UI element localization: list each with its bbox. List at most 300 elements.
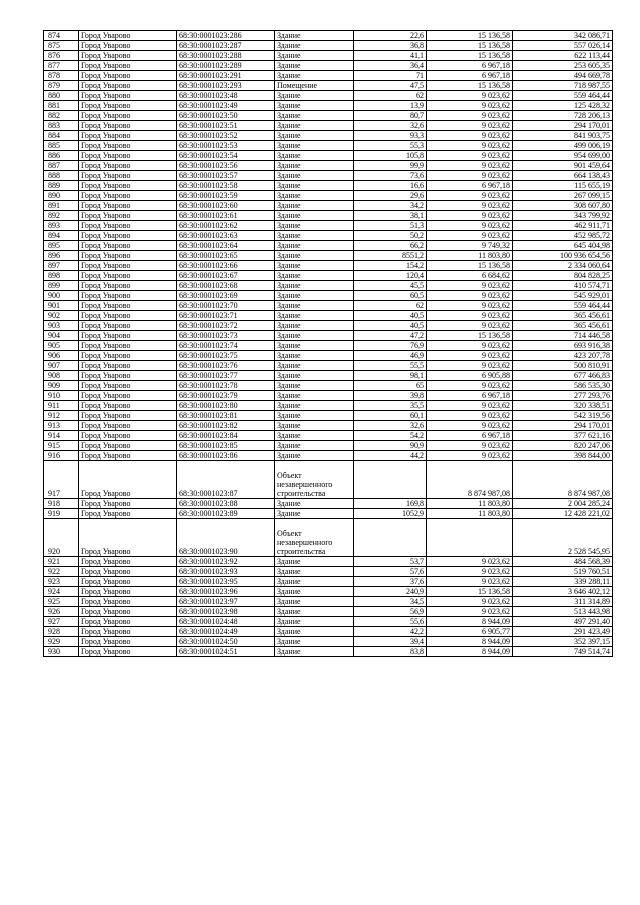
cadastral-number-cell: 68:30:0001024:48 xyxy=(177,617,275,627)
cadastral-number-cell: 68:30:0001023:95 xyxy=(177,577,275,587)
area-cell xyxy=(354,519,427,557)
row-number: 888 xyxy=(44,171,79,181)
city-cell: Город Уварово xyxy=(79,341,177,351)
area-cell: 41,1 xyxy=(354,51,427,61)
object-type-cell: Здание xyxy=(275,637,354,647)
cadastral-value-cell: 115 655,19 xyxy=(513,181,613,191)
city-cell: Город Уварово xyxy=(79,431,177,441)
area-cell: 55,6 xyxy=(354,617,427,627)
city-cell: Город Уварово xyxy=(79,31,177,41)
table-row xyxy=(44,141,613,151)
city-cell: Город Уварово xyxy=(79,121,177,131)
area-cell: 32,6 xyxy=(354,121,427,131)
city-cell: Город Уварово xyxy=(79,391,177,401)
cadastral-number-cell: 68:30:0001023:79 xyxy=(177,391,275,401)
cadastral-value-cell: 311 314,89 xyxy=(513,597,613,607)
cadastral-value-cell: 2 004 285,24 xyxy=(513,499,613,509)
area-cell: 34,2 xyxy=(354,201,427,211)
table-row xyxy=(44,71,613,81)
object-type-cell: Здание xyxy=(275,577,354,587)
row-number: 911 xyxy=(44,401,79,411)
table-row xyxy=(44,567,613,577)
row-number: 919 xyxy=(44,509,79,519)
unit-value-cell: 9 023,62 xyxy=(427,191,513,201)
unit-value-cell: 11 803,80 xyxy=(427,251,513,261)
cadastral-number-cell: 68:30:0001023:96 xyxy=(177,587,275,597)
area-cell: 22,6 xyxy=(354,31,427,41)
object-type-cell: Здание xyxy=(275,181,354,191)
city-cell: Город Уварово xyxy=(79,577,177,587)
unit-value-cell: 9 023,62 xyxy=(427,111,513,121)
table-row xyxy=(44,441,613,451)
row-number: 922 xyxy=(44,567,79,577)
table-row xyxy=(44,41,613,51)
cadastral-number-cell: 68:30:0001023:51 xyxy=(177,121,275,131)
table-row xyxy=(44,331,613,341)
cadastral-value-cell: 542 319,56 xyxy=(513,411,613,421)
cadastral-value-cell: 513 443,98 xyxy=(513,607,613,617)
area-cell xyxy=(354,461,427,499)
row-number: 923 xyxy=(44,577,79,587)
table-row xyxy=(44,171,613,181)
table-row xyxy=(44,31,613,41)
cadastral-value-cell: 841 903,75 xyxy=(513,131,613,141)
area-cell: 37,6 xyxy=(354,577,427,587)
city-cell: Город Уварово xyxy=(79,181,177,191)
unit-value-cell: 9 023,62 xyxy=(427,121,513,131)
city-cell: Город Уварово xyxy=(79,81,177,91)
cadastral-number-cell: 68:30:0001023:69 xyxy=(177,291,275,301)
city-cell: Город Уварово xyxy=(79,281,177,291)
cadastral-value-cell: 294 170,01 xyxy=(513,421,613,431)
table-row xyxy=(44,151,613,161)
cadastral-number-cell: 68:30:0001023:82 xyxy=(177,421,275,431)
object-type-cell: Здание xyxy=(275,171,354,181)
table-row xyxy=(44,91,613,101)
row-number: 909 xyxy=(44,381,79,391)
area-cell: 29,6 xyxy=(354,191,427,201)
area-cell: 56,9 xyxy=(354,607,427,617)
cadastral-number-cell: 68:30:0001023:65 xyxy=(177,251,275,261)
object-type-cell: Здание xyxy=(275,71,354,81)
city-cell: Город Уварово xyxy=(79,151,177,161)
row-number: 877 xyxy=(44,61,79,71)
object-type-cell: Здание xyxy=(275,607,354,617)
unit-value-cell: 9 023,62 xyxy=(427,161,513,171)
area-cell: 50,2 xyxy=(354,231,427,241)
cadastral-number-cell: 68:30:0001023:54 xyxy=(177,151,275,161)
table-row xyxy=(44,131,613,141)
row-number: 917 xyxy=(44,461,79,499)
cadastral-number-cell: 68:30:0001023:53 xyxy=(177,141,275,151)
unit-value-cell: 9 023,62 xyxy=(427,231,513,241)
row-number: 897 xyxy=(44,261,79,271)
table-row xyxy=(44,499,613,509)
unit-value-cell: 9 023,62 xyxy=(427,171,513,181)
cadastral-value-cell: 954 699,00 xyxy=(513,151,613,161)
area-cell: 62 xyxy=(354,301,427,311)
object-type-cell: Здание xyxy=(275,101,354,111)
table-row xyxy=(44,341,613,351)
city-cell: Город Уварово xyxy=(79,331,177,341)
cadastral-value-cell: 253 605,35 xyxy=(513,61,613,71)
object-type-cell: Здание xyxy=(275,61,354,71)
cadastral-value-cell: 714 446,58 xyxy=(513,331,613,341)
cadastral-value-cell: 452 985,72 xyxy=(513,231,613,241)
cadastral-number-cell: 68:30:0001023:75 xyxy=(177,351,275,361)
object-type-cell: Объект незавершенного строительства xyxy=(275,461,354,499)
cadastral-number-cell: 68:30:0001023:73 xyxy=(177,331,275,341)
city-cell: Город Уварово xyxy=(79,221,177,231)
row-number: 893 xyxy=(44,221,79,231)
city-cell: Город Уварово xyxy=(79,421,177,431)
area-cell: 105,8 xyxy=(354,151,427,161)
table-row xyxy=(44,461,613,499)
city-cell: Город Уварово xyxy=(79,301,177,311)
area-cell: 55,3 xyxy=(354,141,427,151)
cadastral-value-cell: 693 916,38 xyxy=(513,341,613,351)
table-row xyxy=(44,251,613,261)
cadastral-number-cell: 68:30:0001023:88 xyxy=(177,499,275,509)
cadastral-value-cell: 820 247,06 xyxy=(513,441,613,451)
unit-value-cell: 9 023,62 xyxy=(427,441,513,451)
unit-value-cell: 15 136,58 xyxy=(427,331,513,341)
object-type-cell: Здание xyxy=(275,301,354,311)
unit-value-cell: 9 023,62 xyxy=(427,401,513,411)
table-row xyxy=(44,557,613,567)
cadastral-value-cell: 499 006,19 xyxy=(513,141,613,151)
row-number: 875 xyxy=(44,41,79,51)
city-cell: Город Уварово xyxy=(79,211,177,221)
city-cell: Город Уварово xyxy=(79,161,177,171)
unit-value-cell: 15 136,58 xyxy=(427,261,513,271)
cadastral-number-cell: 68:30:0001023:98 xyxy=(177,607,275,617)
row-number: 924 xyxy=(44,587,79,597)
city-cell: Город Уварово xyxy=(79,461,177,499)
cadastral-value-table xyxy=(43,30,613,657)
table-row xyxy=(44,101,613,111)
cadastral-number-cell: 68:30:0001023:76 xyxy=(177,361,275,371)
cadastral-number-cell: 68:30:0001023:48 xyxy=(177,91,275,101)
cadastral-value-cell: 410 574,71 xyxy=(513,281,613,291)
table-row xyxy=(44,311,613,321)
row-number: 880 xyxy=(44,91,79,101)
object-type-cell: Здание xyxy=(275,41,354,51)
row-number: 881 xyxy=(44,101,79,111)
cadastral-value-cell: 377 621,16 xyxy=(513,431,613,441)
cadastral-number-cell: 68:30:0001023:71 xyxy=(177,311,275,321)
cadastral-number-cell: 68:30:0001023:90 xyxy=(177,519,275,557)
unit-value-cell: 15 136,58 xyxy=(427,31,513,41)
table-row xyxy=(44,241,613,251)
area-cell: 47,5 xyxy=(354,81,427,91)
object-type-cell: Здание xyxy=(275,499,354,509)
unit-value-cell: 6 905,88 xyxy=(427,371,513,381)
object-type-cell: Здание xyxy=(275,271,354,281)
table-row xyxy=(44,411,613,421)
object-type-cell: Здание xyxy=(275,421,354,431)
row-number: 912 xyxy=(44,411,79,421)
city-cell: Город Уварово xyxy=(79,241,177,251)
area-cell: 62 xyxy=(354,91,427,101)
cadastral-number-cell: 68:30:0001024:51 xyxy=(177,647,275,657)
area-cell: 60,5 xyxy=(354,291,427,301)
cadastral-number-cell: 68:30:0001023:59 xyxy=(177,191,275,201)
area-cell: 8551,2 xyxy=(354,251,427,261)
row-number: 883 xyxy=(44,121,79,131)
cadastral-value-cell: 423 207,78 xyxy=(513,351,613,361)
cadastral-number-cell: 68:30:0001024:50 xyxy=(177,637,275,647)
cadastral-number-cell: 68:30:0001023:87 xyxy=(177,461,275,499)
object-type-cell: Здание xyxy=(275,391,354,401)
object-type-cell: Объект незавершенного строительства xyxy=(275,519,354,557)
cadastral-number-cell: 68:30:0001023:293 xyxy=(177,81,275,91)
city-cell: Город Уварово xyxy=(79,191,177,201)
city-cell: Город Уварово xyxy=(79,171,177,181)
cadastral-number-cell: 68:30:0001023:72 xyxy=(177,321,275,331)
cadastral-number-cell: 68:30:0001024:49 xyxy=(177,627,275,637)
table-row xyxy=(44,281,613,291)
table-row xyxy=(44,61,613,71)
city-cell: Город Уварово xyxy=(79,231,177,241)
object-type-cell: Здание xyxy=(275,221,354,231)
area-cell: 39,4 xyxy=(354,637,427,647)
object-type-cell: Здание xyxy=(275,597,354,607)
cadastral-value-cell: 100 936 654,56 xyxy=(513,251,613,261)
cadastral-value-cell: 320 338,51 xyxy=(513,401,613,411)
area-cell: 46,9 xyxy=(354,351,427,361)
unit-value-cell: 9 023,62 xyxy=(427,361,513,371)
area-cell: 13,9 xyxy=(354,101,427,111)
object-type-cell: Здание xyxy=(275,201,354,211)
row-number: 884 xyxy=(44,131,79,141)
object-type-cell: Здание xyxy=(275,131,354,141)
unit-value-cell: 8 944,09 xyxy=(427,617,513,627)
cadastral-number-cell: 68:30:0001023:89 xyxy=(177,509,275,519)
cadastral-number-cell: 68:30:0001023:64 xyxy=(177,241,275,251)
area-cell: 16,6 xyxy=(354,181,427,191)
cadastral-value-cell: 497 291,40 xyxy=(513,617,613,627)
object-type-cell: Здание xyxy=(275,441,354,451)
city-cell: Город Уварово xyxy=(79,41,177,51)
area-cell: 99,9 xyxy=(354,161,427,171)
cadastral-value-cell: 545 929,01 xyxy=(513,291,613,301)
object-type-cell: Здание xyxy=(275,51,354,61)
table-row xyxy=(44,637,613,647)
unit-value-cell: 9 023,62 xyxy=(427,211,513,221)
cadastral-number-cell: 68:30:0001023:93 xyxy=(177,567,275,577)
object-type-cell: Здание xyxy=(275,91,354,101)
city-cell: Город Уварово xyxy=(79,627,177,637)
cadastral-value-cell: 718 987,55 xyxy=(513,81,613,91)
area-cell: 55,5 xyxy=(354,361,427,371)
cadastral-number-cell: 68:30:0001023:70 xyxy=(177,301,275,311)
cadastral-number-cell: 68:30:0001023:80 xyxy=(177,401,275,411)
city-cell: Город Уварово xyxy=(79,351,177,361)
area-cell: 98,1 xyxy=(354,371,427,381)
cadastral-value-cell: 804 828,25 xyxy=(513,271,613,281)
cadastral-number-cell: 68:30:0001023:68 xyxy=(177,281,275,291)
cadastral-number-cell: 68:30:0001023:66 xyxy=(177,261,275,271)
city-cell: Город Уварово xyxy=(79,201,177,211)
unit-value-cell: 6 967,18 xyxy=(427,61,513,71)
table-row xyxy=(44,321,613,331)
table-row xyxy=(44,617,613,627)
city-cell: Город Уварово xyxy=(79,567,177,577)
city-cell: Город Уварово xyxy=(79,519,177,557)
row-number: 903 xyxy=(44,321,79,331)
unit-value-cell: 6 967,18 xyxy=(427,391,513,401)
unit-value-cell: 9 023,62 xyxy=(427,201,513,211)
city-cell: Город Уварово xyxy=(79,321,177,331)
object-type-cell: Помещение xyxy=(275,81,354,91)
object-type-cell: Здание xyxy=(275,261,354,271)
cadastral-number-cell: 68:30:0001023:288 xyxy=(177,51,275,61)
cadastral-number-cell: 68:30:0001023:74 xyxy=(177,341,275,351)
cadastral-value-cell: 664 138,43 xyxy=(513,171,613,181)
unit-value-cell: 11 803,80 xyxy=(427,509,513,519)
object-type-cell: Здание xyxy=(275,251,354,261)
table-row xyxy=(44,381,613,391)
city-cell: Город Уварово xyxy=(79,451,177,461)
row-number: 879 xyxy=(44,81,79,91)
unit-value-cell xyxy=(427,519,513,557)
object-type-cell: Здание xyxy=(275,311,354,321)
unit-value-cell: 9 023,62 xyxy=(427,341,513,351)
city-cell: Город Уварово xyxy=(79,91,177,101)
cadastral-number-cell: 68:30:0001023:50 xyxy=(177,111,275,121)
object-type-cell: Здание xyxy=(275,151,354,161)
cadastral-value-cell: 557 026,14 xyxy=(513,41,613,51)
area-cell: 80,7 xyxy=(354,111,427,121)
city-cell: Город Уварово xyxy=(79,411,177,421)
table-row xyxy=(44,607,613,617)
cadastral-value-cell: 291 423,49 xyxy=(513,627,613,637)
cadastral-value-cell: 519 760,51 xyxy=(513,567,613,577)
row-number: 921 xyxy=(44,557,79,567)
area-cell: 76,9 xyxy=(354,341,427,351)
object-type-cell: Здание xyxy=(275,411,354,421)
row-number: 905 xyxy=(44,341,79,351)
object-type-cell: Здание xyxy=(275,281,354,291)
table-row xyxy=(44,201,613,211)
area-cell: 169,8 xyxy=(354,499,427,509)
object-type-cell: Здание xyxy=(275,291,354,301)
cadastral-value-cell: 901 459,64 xyxy=(513,161,613,171)
unit-value-cell: 9 023,62 xyxy=(427,577,513,587)
cadastral-number-cell: 68:30:0001023:63 xyxy=(177,231,275,241)
city-cell: Город Уварово xyxy=(79,271,177,281)
table-row xyxy=(44,597,613,607)
unit-value-cell: 9 749,32 xyxy=(427,241,513,251)
row-number: 915 xyxy=(44,441,79,451)
cadastral-number-cell: 68:30:0001023:286 xyxy=(177,31,275,41)
area-cell: 42,2 xyxy=(354,627,427,637)
table-row xyxy=(44,81,613,91)
area-cell: 83,8 xyxy=(354,647,427,657)
cadastral-number-cell: 68:30:0001023:84 xyxy=(177,431,275,441)
row-number: 898 xyxy=(44,271,79,281)
area-cell: 71 xyxy=(354,71,427,81)
unit-value-cell: 15 136,58 xyxy=(427,81,513,91)
row-number: 929 xyxy=(44,637,79,647)
row-number: 925 xyxy=(44,597,79,607)
unit-value-cell: 9 023,62 xyxy=(427,411,513,421)
row-number: 900 xyxy=(44,291,79,301)
area-cell: 90,9 xyxy=(354,441,427,451)
cadastral-value-cell: 559 464,44 xyxy=(513,301,613,311)
cadastral-value-cell: 365 456,61 xyxy=(513,311,613,321)
area-cell: 57,6 xyxy=(354,567,427,577)
area-cell: 51,3 xyxy=(354,221,427,231)
city-cell: Город Уварово xyxy=(79,381,177,391)
city-cell: Город Уварово xyxy=(79,141,177,151)
cadastral-value-cell: 645 404,98 xyxy=(513,241,613,251)
area-cell: 35,5 xyxy=(354,401,427,411)
city-cell: Город Уварово xyxy=(79,111,177,121)
city-cell: Город Уварово xyxy=(79,637,177,647)
unit-value-cell: 6 967,18 xyxy=(427,431,513,441)
area-cell: 60,1 xyxy=(354,411,427,421)
row-number: 906 xyxy=(44,351,79,361)
cadastral-number-cell: 68:30:0001023:86 xyxy=(177,451,275,461)
object-type-cell: Здание xyxy=(275,191,354,201)
city-cell: Город Уварово xyxy=(79,251,177,261)
row-number: 902 xyxy=(44,311,79,321)
cadastral-value-cell: 125 428,32 xyxy=(513,101,613,111)
table-row xyxy=(44,401,613,411)
cadastral-value-cell: 3 646 402,12 xyxy=(513,587,613,597)
cadastral-value-cell: 398 844,00 xyxy=(513,451,613,461)
row-number: 889 xyxy=(44,181,79,191)
unit-value-cell: 9 023,62 xyxy=(427,131,513,141)
unit-value-cell: 9 023,62 xyxy=(427,221,513,231)
city-cell: Город Уварово xyxy=(79,617,177,627)
cadastral-number-cell: 68:30:0001023:61 xyxy=(177,211,275,221)
row-number: 907 xyxy=(44,361,79,371)
unit-value-cell: 9 023,62 xyxy=(427,101,513,111)
area-cell: 32,6 xyxy=(354,421,427,431)
table-row xyxy=(44,421,613,431)
unit-value-cell: 9 023,62 xyxy=(427,281,513,291)
area-cell: 73,6 xyxy=(354,171,427,181)
cadastral-number-cell: 68:30:0001023:81 xyxy=(177,411,275,421)
row-number: 901 xyxy=(44,301,79,311)
area-cell: 120,4 xyxy=(354,271,427,281)
table-row xyxy=(44,231,613,241)
object-type-cell: Здание xyxy=(275,321,354,331)
cadastral-value-cell: 343 799,92 xyxy=(513,211,613,221)
table-row xyxy=(44,391,613,401)
table-row xyxy=(44,181,613,191)
object-type-cell: Здание xyxy=(275,351,354,361)
cadastral-number-cell: 68:30:0001023:58 xyxy=(177,181,275,191)
area-cell: 38,1 xyxy=(354,211,427,221)
cadastral-number-cell: 68:30:0001023:289 xyxy=(177,61,275,71)
city-cell: Город Уварово xyxy=(79,361,177,371)
area-cell: 154,2 xyxy=(354,261,427,271)
city-cell: Город Уварово xyxy=(79,587,177,597)
table-row xyxy=(44,647,613,657)
area-cell: 40,5 xyxy=(354,321,427,331)
cadastral-value-cell: 339 288,11 xyxy=(513,577,613,587)
row-number: 892 xyxy=(44,211,79,221)
table-row xyxy=(44,361,613,371)
cadastral-value-cell: 267 099,15 xyxy=(513,191,613,201)
cadastral-number-cell: 68:30:0001023:60 xyxy=(177,201,275,211)
unit-value-cell: 9 023,62 xyxy=(427,311,513,321)
row-number: 896 xyxy=(44,251,79,261)
